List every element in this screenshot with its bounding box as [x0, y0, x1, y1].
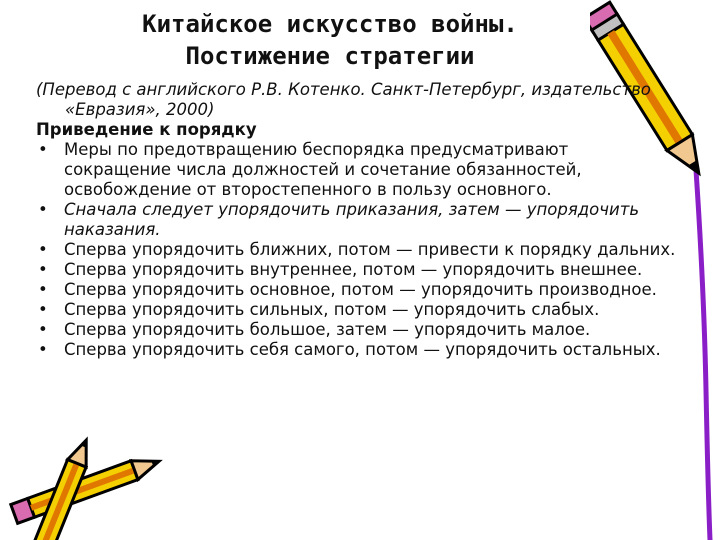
purple-line-icon	[690, 170, 720, 540]
slide-body	[36, 80, 676, 360]
bullet-icon: •	[38, 280, 48, 299]
list-item: • Сперва упорядочить внутреннее, потом — упорядочить внешнее.	[38, 260, 643, 279]
list-item: • Сперва упорядочить себя самого, потом — упорядочить остальных.	[38, 340, 661, 359]
list-item: • Сперва упорядочить большое, затем — упорядочить малое.	[38, 320, 591, 339]
bullet-icon: •	[38, 200, 48, 219]
section-heading: Приведение к порядку	[36, 120, 257, 139]
bullet-icon: •	[38, 140, 48, 159]
bullet-icon: •	[38, 300, 48, 319]
title-line-1: Китайское искусство войны.	[142, 10, 518, 38]
slide-title	[80, 8, 580, 72]
bullet-icon: •	[38, 340, 48, 359]
list-item: • Сначала следует упорядочить приказания, затем — упорядочить наказания.	[38, 200, 640, 239]
pencils-icon	[0, 425, 170, 540]
bullet-list	[36, 140, 676, 360]
list-item: • Сперва упорядочить сильных, потом — упорядочить слабых.	[38, 300, 600, 319]
list-item: • Сперва упорядочить ближних, потом — привести к порядку дальних.	[38, 240, 676, 259]
bullet-icon: •	[38, 320, 48, 339]
list-item: • Сперва упорядочить основное, потом — упорядочить производное.	[38, 280, 657, 299]
source-citation: (Перевод с английского Р.В. Котенко. Санкт-Петербург, издательство «Евразия», 2000)	[36, 80, 651, 119]
bullet-icon: •	[38, 240, 48, 259]
bullet-icon: •	[38, 260, 48, 279]
list-item: • Меры по предотвращению беспорядка предусматривают сокращение числа должностей и сочетание обязанностей, освобождение от второстепенного в пользу основного.	[38, 140, 582, 199]
title-line-2: Постижение стратегии	[185, 42, 475, 70]
